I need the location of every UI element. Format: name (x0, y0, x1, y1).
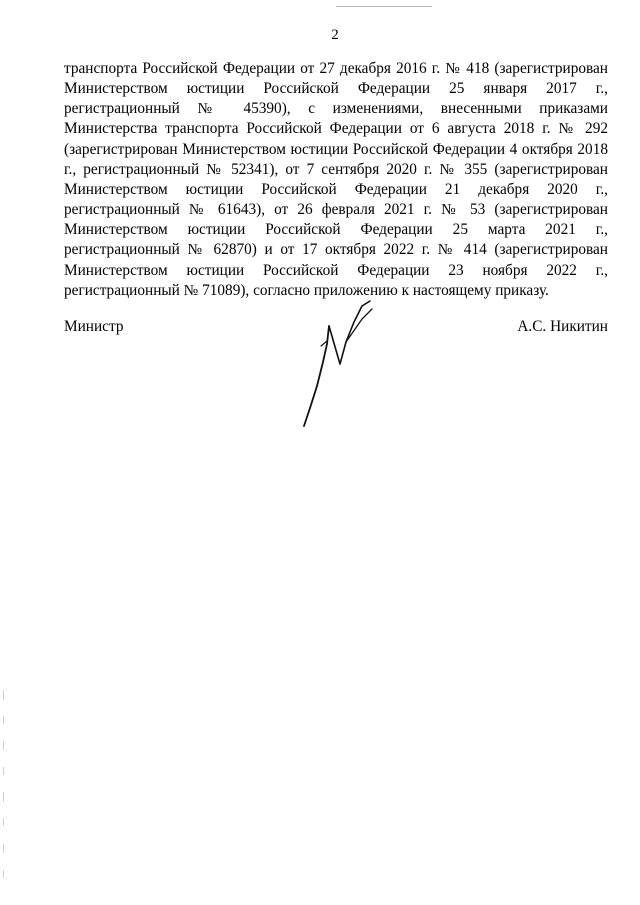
scan-edge-mark (3, 767, 4, 775)
handwritten-signature (296, 300, 386, 432)
signatory-title: Министр (64, 318, 124, 335)
scan-top-rule (336, 6, 432, 7)
scan-edge-mark (3, 818, 4, 826)
scan-edge-mark (3, 716, 4, 724)
scan-edge-mark (3, 690, 4, 700)
scan-edge-mark (3, 741, 4, 750)
scan-edge-mark (3, 844, 4, 853)
order-body-paragraph: транспорта Российской Федерации от 27 декабря 2016 г. № 418 (зарегистрирован Министерством юстиции Российской Федерации 25 января 2017 г., регистрационный № 45390), с изменениями, внесенными приказами Министерства транспорта Российской Федерации от 6 августа 2018 г. № 292 (зарегистрирован Министерством юстиции Российской Федерации 4 октября 2018 г., регистрационный № 52341), от 7 сентября 2020 г. № 355 (зарегистрирован Министерством юстиции Российской Федерации 21 декабря 2020 г., регистрационный № 61643), от 26 февраля 2021 г. № 53 (зарегистрирован Министерством юстиции Российской Федерации 25 марта 2021 г., регистрационный № 62870) и от 17 октября 2022 г. № 414 (зарегистрирован Министерством юстиции Российской Федерации 23 ноября 2022 г., регистрационный № 71089), согласно приложению к настоящему приказу. (64, 60, 608, 299)
scan-edge-mark (3, 870, 4, 878)
signatory-name: А.С. Никитин (517, 318, 608, 335)
scan-edge-mark (3, 792, 4, 802)
page-number: 2 (331, 27, 339, 43)
